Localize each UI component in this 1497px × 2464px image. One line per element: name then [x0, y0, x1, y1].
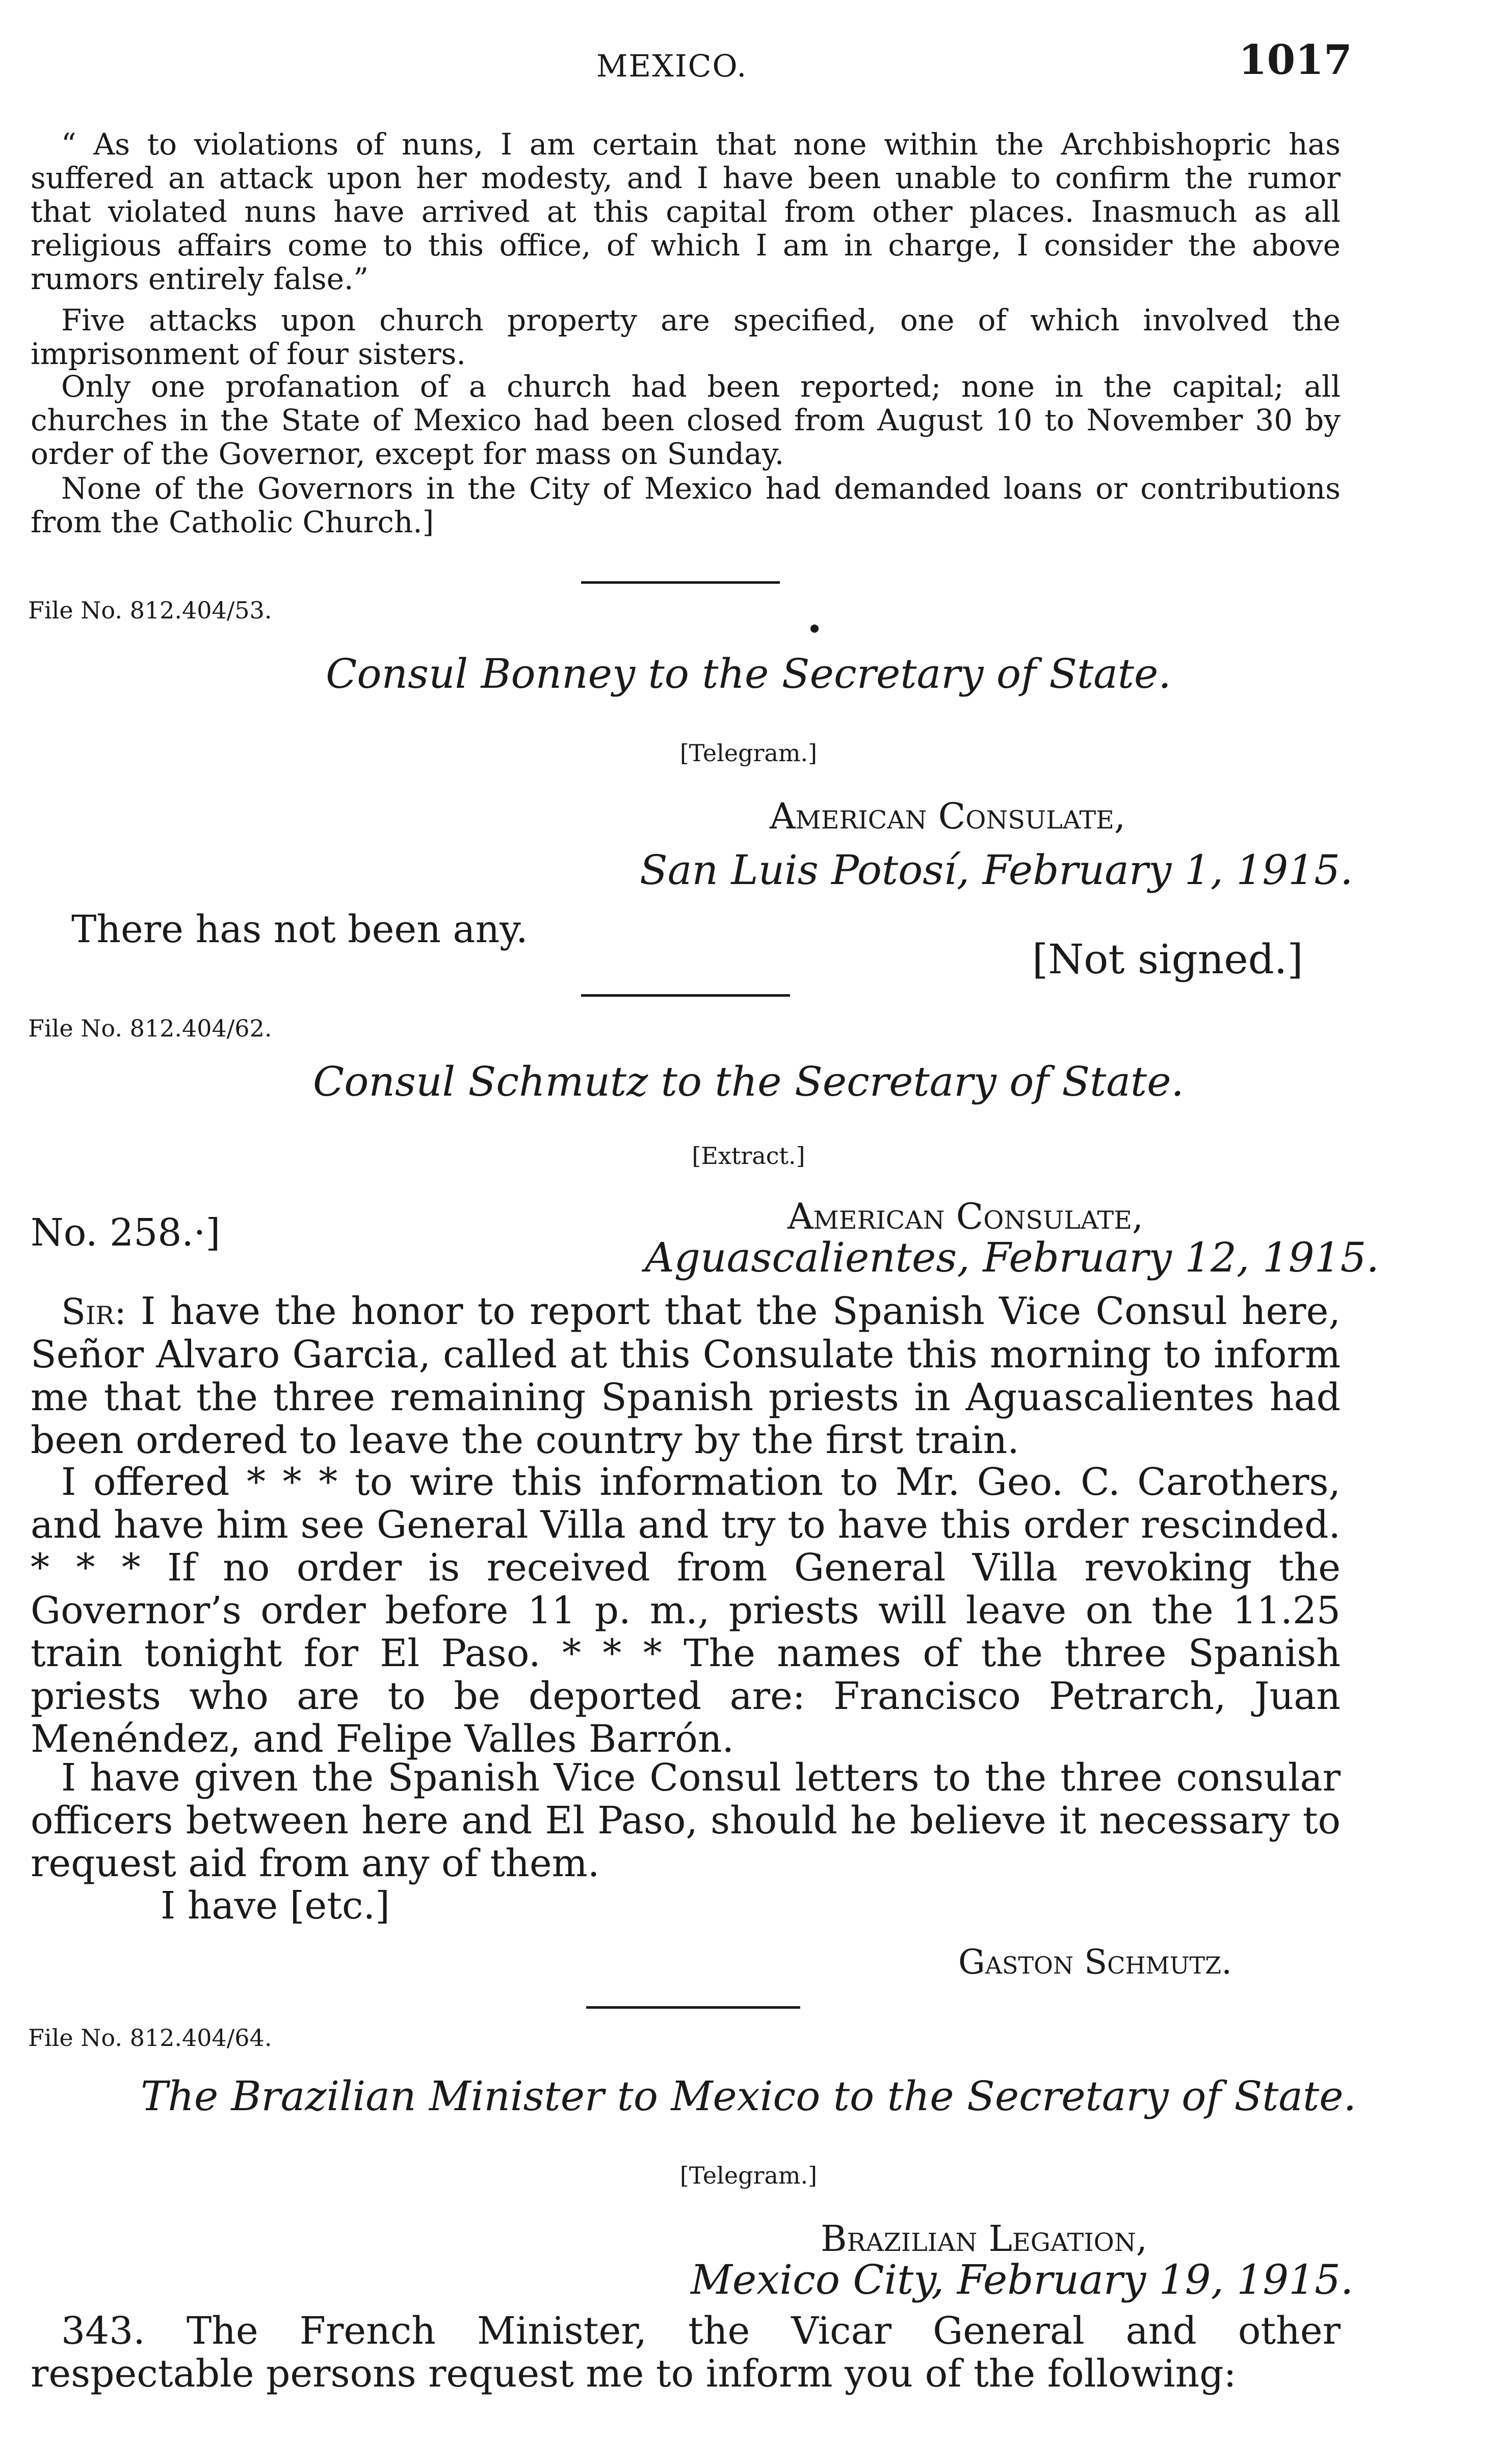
letter-title: The Brazilian Minister to Mexico to the Secretary of State. — [140, 2072, 1357, 2120]
bullet-mark — [810, 625, 819, 633]
letter-title: Consul Schmutz to the Secretary of State. — [313, 1058, 1184, 1105]
letter-body: There has not been any. — [71, 907, 528, 951]
despatch-number: No. 258.·] — [31, 1211, 221, 1255]
letter-paragraph: 343. The French Minister, the Vicar General and other respectable persons request me to inform you of the following: — [31, 2309, 1341, 2396]
page-number: 1017 — [1239, 36, 1352, 84]
file-number: File No. 812.404/62. — [28, 1015, 272, 1042]
letter-title: Consul Bonney to the Secretary of State. — [326, 650, 1171, 697]
salutation: Sir: — [61, 1291, 126, 1333]
paragraph: None of the Governors in the City of Mexico had demanded loans or contributions from the Catholic Church.] — [31, 471, 1341, 539]
letter-note: [Telegram.] — [679, 739, 818, 767]
paragraph: Only one profanation of a church had been reported; none in the capital; all churches in the State of Mexico had been closed from August 10 to November 30 by order of the Governor, except for mass on Sunday. — [31, 369, 1341, 471]
section-divider — [581, 994, 790, 997]
letter-paragraph: I have given the Spanish Vice Consul letters to the three consular officers between here and El Paso, should he believe it necessary to request aid from any of them. — [31, 1756, 1341, 1885]
office-heading: American Consulate, — [770, 795, 1126, 837]
signature: Gaston Schmutz. — [958, 1942, 1232, 1982]
running-header: MEXICO. — [596, 48, 748, 84]
signature: [Not signed.] — [1032, 936, 1303, 983]
quote-paragraph: “ As to violations of nuns, I am certain that none within the Archbishopric has suffered an attack upon her modesty, and I have been unable to confirm the rumor that violated nuns have arrived at this capital from other places. Inasmuch as all religious affairs come to this office, of which I am in charge, I consider the above rumors entirely false.” — [31, 127, 1341, 296]
office-heading: Brazilian Legation, — [821, 2218, 1147, 2260]
place-date: Mexico City, February 19, 1915. — [691, 2256, 1354, 2303]
section-divider — [581, 581, 780, 584]
letter-note: [Telegram.] — [679, 2162, 818, 2189]
file-number: File No. 812.404/53. — [28, 596, 272, 624]
letter-paragraph — [31, 1290, 1341, 1462]
letter-paragraph: I offered * * * to wire this information to Mr. Geo. C. Carothers, and have him see General Villa and try to have this order rescinded. * * * If no order is received from General Villa revoking the Governor’s order before 11 p. m., priests will leave on the 11.25 train tonight for El Paso. * * * The names of the three Spanish priests who are to be deported are: Francisco Petrarch, Juan Menéndez, and Felipe Valles Barrón. — [31, 1460, 1341, 1761]
paragraph: Five attacks upon church property are specified, one of which involved the imprisonment of four sisters. — [31, 303, 1341, 371]
place-date: San Luis Potosí, February 1, 1915. — [640, 846, 1353, 894]
letter-note: [Extract.] — [692, 1142, 805, 1170]
paragraph-text: I have the honor to report that the Spanish Vice Consul here, Señor Alvaro Garcia, called at this Consulate this morning to inform me that the three remaining Spanish priests in Aguascalientes had been ordered to leave the country by the first train. — [31, 1289, 1341, 1462]
place-date: Aguascalientes, February 12, 1915. — [645, 1234, 1379, 1281]
closing: I have [etc.] — [161, 1884, 390, 1928]
office-heading: American Consulate, — [787, 1196, 1144, 1237]
section-divider — [586, 2006, 800, 2009]
file-number: File No. 812.404/64. — [28, 2024, 272, 2052]
